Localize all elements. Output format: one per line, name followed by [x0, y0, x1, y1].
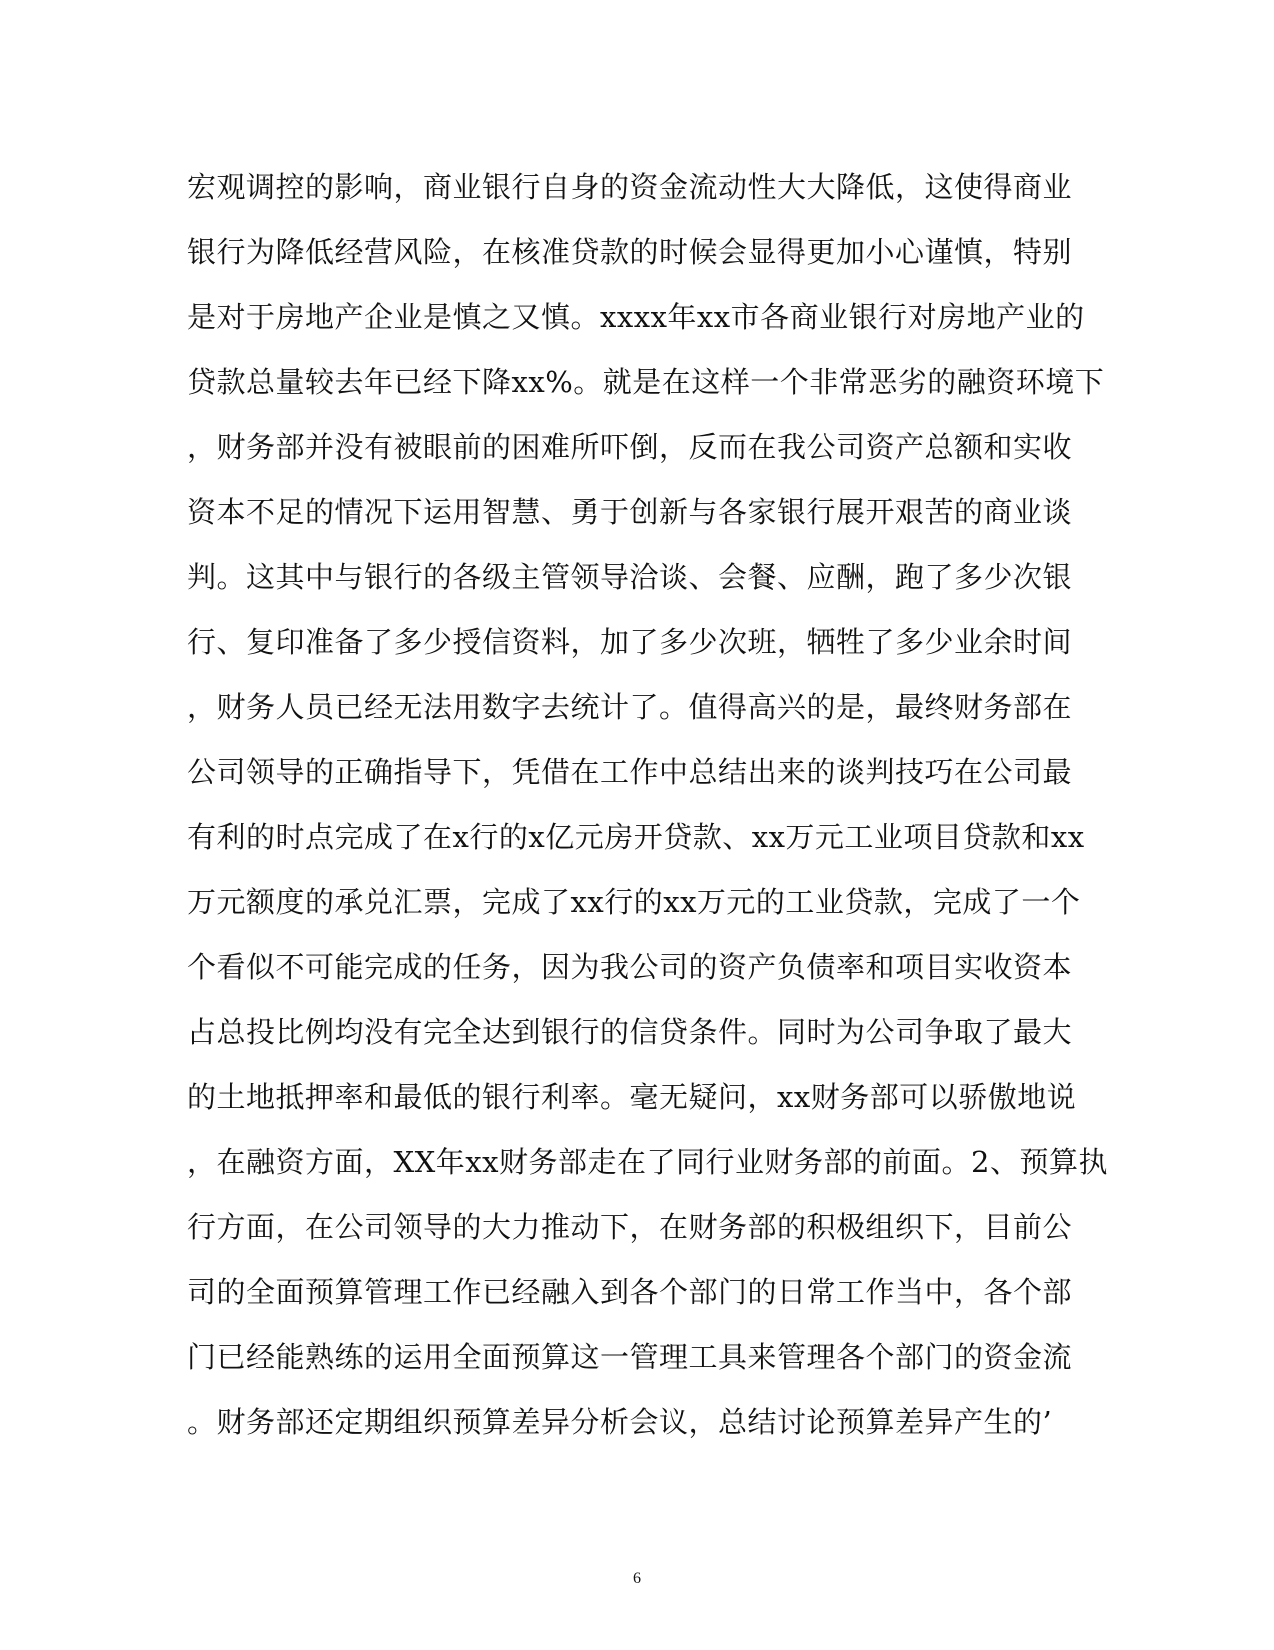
text-line: 银行为降低经营风险，在核准贷款的时候会显得更加小心谨慎，特别	[187, 235, 1073, 269]
text-line: 是对于房地产企业是慎之又慎。xxxx年xx市各商业银行对房地产业的	[187, 300, 1085, 334]
text-line: 公司领导的正确指导下，凭借在工作中总结出来的谈判技巧在公司最	[187, 755, 1073, 789]
text-line: 行、复印准备了多少授信资料，加了多少次班，牺牲了多少业余时间	[187, 625, 1073, 659]
text-line: 贷款总量较去年已经下降xx%。就是在这样一个非常恶劣的融资环境下	[187, 365, 1105, 399]
text-line: 的土地抵押率和最低的银行利率。毫无疑问，xx财务部可以骄傲地说	[187, 1080, 1077, 1114]
text-line: 宏观调控的影响，商业银行自身的资金流动性大大降低，这使得商业	[187, 170, 1073, 204]
text-line: 占总投比例均没有完全达到银行的信贷条件。同时为公司争取了最大	[187, 1015, 1073, 1049]
text-line: ，财务部并没有被眼前的困难所吓倒，反而在我公司资产总额和实收	[187, 430, 1073, 464]
text-line: ，财务人员已经无法用数字去统计了。值得高兴的是，最终财务部在	[187, 690, 1073, 724]
page-number: 6	[633, 1570, 641, 1587]
text-line: 万元额度的承兑汇票，完成了xx行的xx万元的工业贷款，完成了一个	[187, 885, 1081, 919]
text-line: 司的全面预算管理工作已经融入到各个部门的日常工作当中，各个部	[187, 1275, 1073, 1309]
text-line: 资本不足的情况下运用智慧、勇于创新与各家银行展开艰苦的商业谈	[187, 495, 1073, 529]
text-line: 判。这其中与银行的各级主管领导洽谈、会餐、应酬，跑了多少次银	[187, 560, 1073, 594]
text-line: 有利的时点完成了在x行的x亿元房开贷款、xx万元工业项目贷款和xx	[187, 820, 1085, 854]
text-line: 。财务部还定期组织预算差异分析会议，总结讨论预算差异产生的’	[187, 1405, 1053, 1439]
text-line: 个看似不可能完成的任务，因为我公司的资产负债率和项目实收资本	[187, 950, 1073, 984]
text-line: 门已经能熟练的运用全面预算这一管理工具来管理各个部门的资金流	[187, 1340, 1073, 1374]
text-line: ，在融资方面，XX年xx财务部走在了同行业财务部的前面。2、预算执	[187, 1145, 1108, 1179]
text-line: 行方面，在公司领导的大力推动下，在财务部的积极组织下，目前公	[187, 1210, 1073, 1244]
body-text	[187, 155, 1108, 1455]
